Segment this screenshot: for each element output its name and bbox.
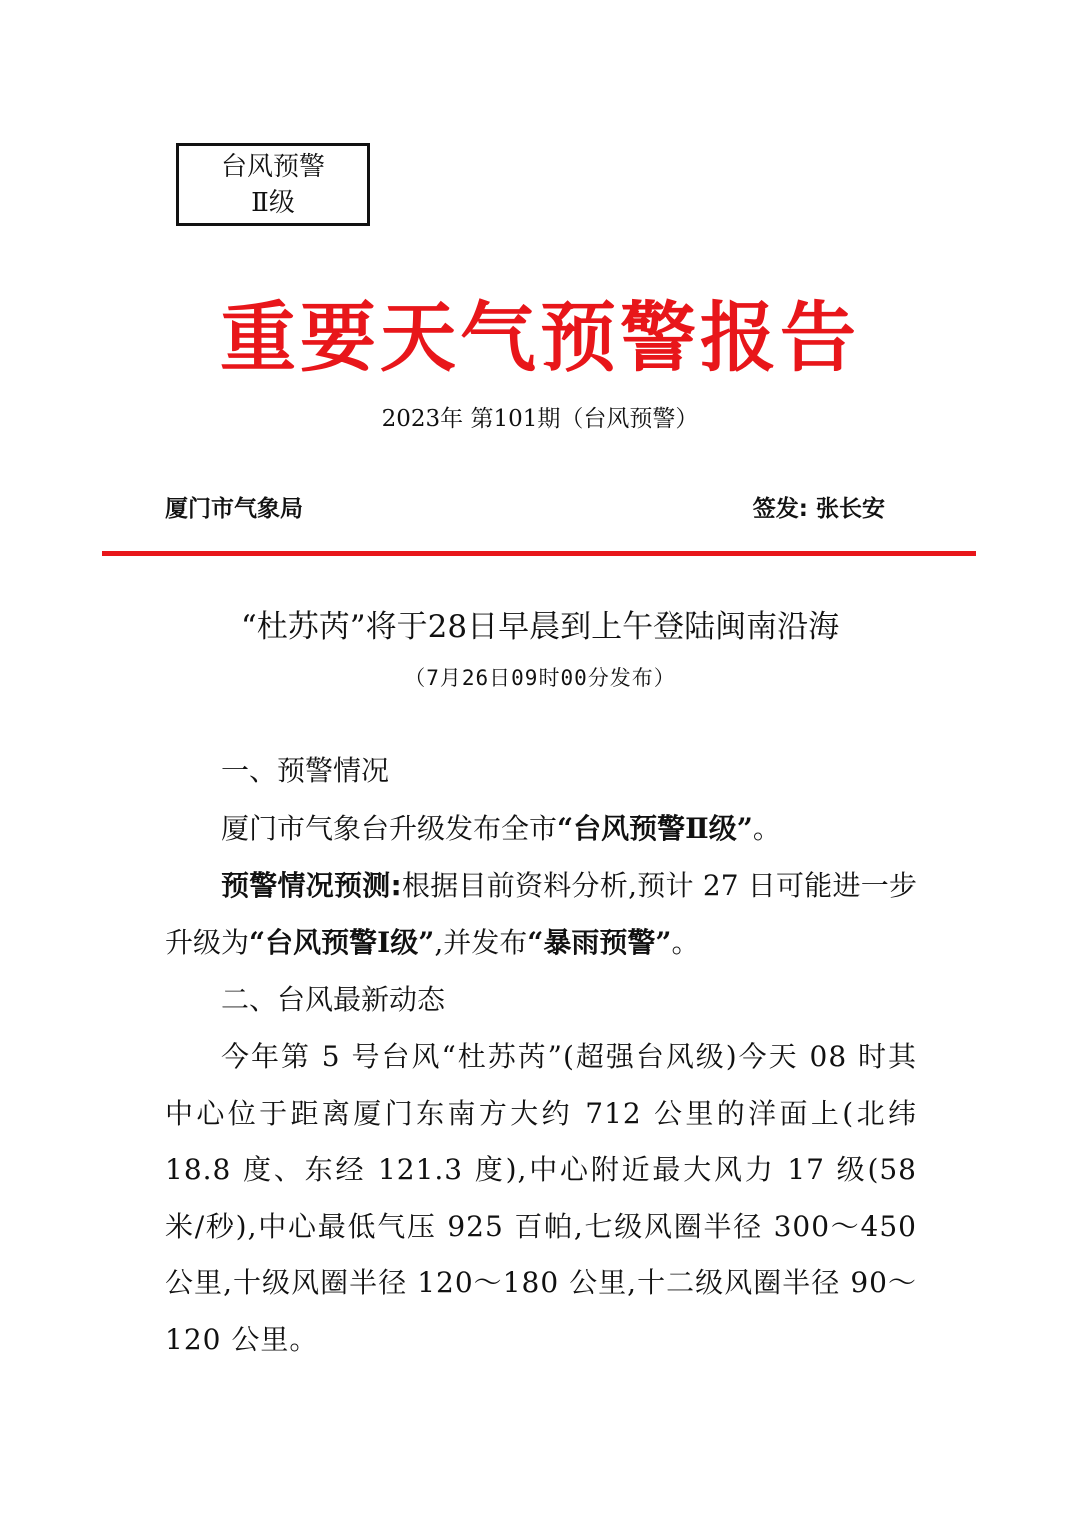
report-body <box>165 742 917 1368</box>
headline: “杜苏芮”将于28日早晨到上午登陆闽南沿海 <box>240 609 840 645</box>
rainstorm-warning: “暴雨预警” <box>527 926 672 959</box>
warning-level-box <box>176 143 370 226</box>
warning-forecast-label: 预警情况预测: <box>221 869 402 902</box>
warning-level-grade: Ⅱ级 <box>251 187 295 218</box>
warning-status-level: “台风预警Ⅱ级” <box>557 812 753 845</box>
typhoon-status-paragraph: 今年第 5 号台风“杜苏芮”(超强台风级)今天 08 时其中心位于距离厦门东南方大约 712 公里的洋面上(北纬 18.8 度、东经 121.3 度),中心附近最大风力 17 级(58 米/秒),中心最低气压 925 百帕,七级风圈半径 300～450 公里,十级风圈半径 120～180 公里,十二级风圈半径 90～120 公里。 <box>165 1040 917 1356</box>
warning-status-end: 。 <box>752 812 781 845</box>
warning-status-paragraph <box>165 800 917 857</box>
release-time: （7月26日09时00分发布） <box>404 666 676 690</box>
header-divider <box>102 551 976 556</box>
warning-status-text: 厦门市气象台升级发布全市 <box>221 812 558 845</box>
signer: 签发: 张长安 <box>752 496 885 522</box>
section-heading-warning: 一、预警情况 <box>221 754 390 787</box>
warning-forecast-paragraph <box>165 857 917 971</box>
warning-forecast-end: 。 <box>671 926 700 959</box>
section-heading-typhoon: 二、台风最新动态 <box>221 983 446 1016</box>
issue-number: 2023年 第101期（台风预警） <box>381 406 699 432</box>
issuing-organization: 厦门市气象局 <box>165 496 303 522</box>
warning-level-type: 台风预警 <box>220 151 325 182</box>
warning-forecast-mid: ,并发布 <box>434 926 528 959</box>
warning-forecast-level: “台风预警Ⅰ级” <box>249 926 435 959</box>
warning-forecast-text: 根据目前资料分析,预计 27 日可能进一步升级为 <box>165 869 917 959</box>
report-title: 重要天气预警报告 <box>220 293 860 382</box>
